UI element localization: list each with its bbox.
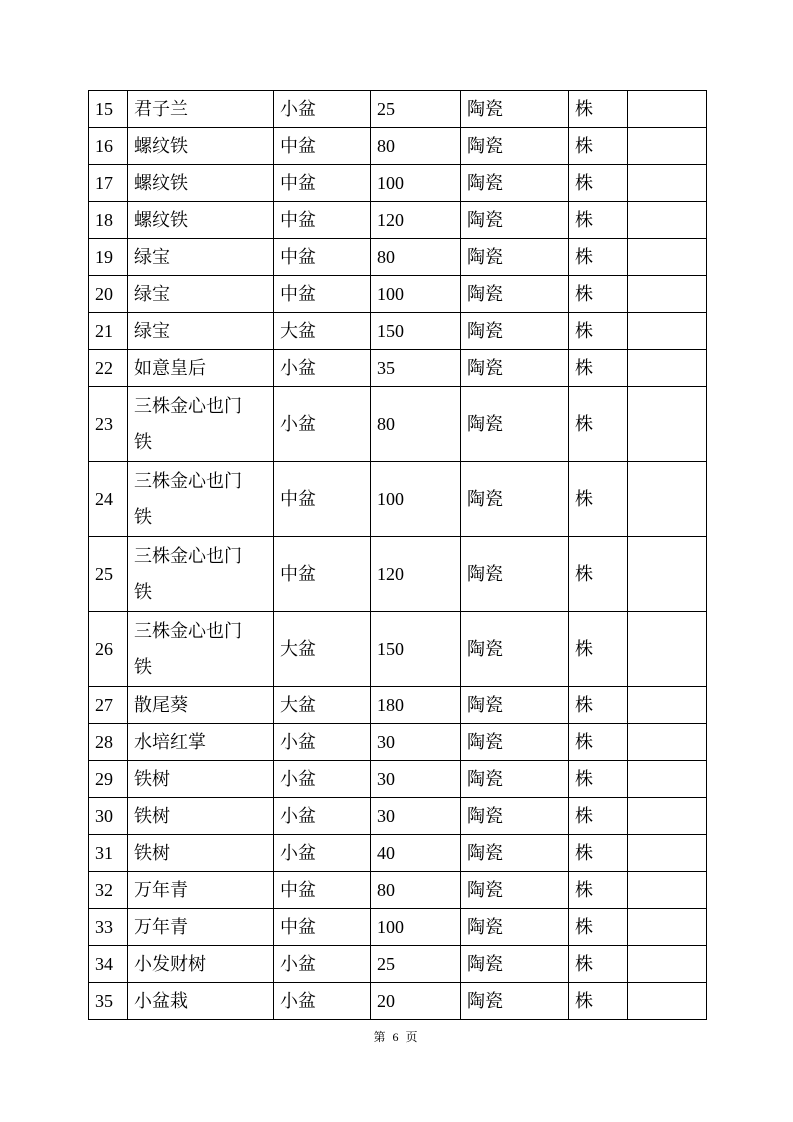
material-cell: 陶瓷 xyxy=(461,612,569,687)
material-cell: 陶瓷 xyxy=(461,835,569,872)
table-row xyxy=(89,276,707,313)
unit-cell: 株 xyxy=(569,612,628,687)
pot-size-cell: 大盆 xyxy=(274,687,371,724)
remark-cell xyxy=(628,91,707,128)
price-cell: 35 xyxy=(371,350,461,387)
row-number-cell: 16 xyxy=(89,128,128,165)
plant-name-cell xyxy=(128,537,274,612)
table-row xyxy=(89,387,707,462)
plant-name-cell xyxy=(128,239,274,276)
remark-cell xyxy=(628,239,707,276)
row-number-cell: 26 xyxy=(89,612,128,687)
row-number-cell: 30 xyxy=(89,798,128,835)
plant-name-cell xyxy=(128,387,274,462)
remark-cell xyxy=(628,946,707,983)
plant-name-text: 如意皇后 xyxy=(134,358,206,378)
plant-name-text: 绿宝 xyxy=(134,321,170,341)
row-number-cell: 15 xyxy=(89,91,128,128)
plant-name-text: 水培红掌 xyxy=(134,732,206,752)
row-number-cell: 19 xyxy=(89,239,128,276)
plant-name-text: 铁树 xyxy=(134,843,170,863)
pot-size-cell: 小盆 xyxy=(274,387,371,462)
remark-cell xyxy=(628,909,707,946)
remark-cell xyxy=(628,276,707,313)
pot-size-cell: 中盆 xyxy=(274,462,371,537)
table-row xyxy=(89,983,707,1020)
price-cell: 20 xyxy=(371,983,461,1020)
remark-cell xyxy=(628,537,707,612)
pot-size-cell: 小盆 xyxy=(274,983,371,1020)
row-number-cell: 29 xyxy=(89,761,128,798)
table-row xyxy=(89,946,707,983)
remark-cell xyxy=(628,462,707,537)
row-number-cell: 23 xyxy=(89,387,128,462)
unit-cell: 株 xyxy=(569,202,628,239)
material-cell: 陶瓷 xyxy=(461,798,569,835)
unit-cell: 株 xyxy=(569,798,628,835)
unit-cell: 株 xyxy=(569,350,628,387)
table-row xyxy=(89,687,707,724)
pot-size-cell: 大盆 xyxy=(274,313,371,350)
remark-cell xyxy=(628,687,707,724)
plant-name-cell xyxy=(128,165,274,202)
remark-cell xyxy=(628,202,707,239)
table-row xyxy=(89,350,707,387)
remark-cell xyxy=(628,313,707,350)
table-row xyxy=(89,724,707,761)
plant-name-cell xyxy=(128,202,274,239)
price-cell: 100 xyxy=(371,276,461,313)
material-cell: 陶瓷 xyxy=(461,537,569,612)
material-cell: 陶瓷 xyxy=(461,387,569,462)
pot-size-cell: 小盆 xyxy=(274,350,371,387)
plant-name-text: 三株金心也门铁 xyxy=(134,546,242,602)
remark-cell xyxy=(628,350,707,387)
unit-cell: 株 xyxy=(569,724,628,761)
unit-cell: 株 xyxy=(569,909,628,946)
plant-name-text: 散尾葵 xyxy=(134,695,188,715)
price-cell: 80 xyxy=(371,387,461,462)
table-row xyxy=(89,91,707,128)
plant-name-cell xyxy=(128,276,274,313)
table-row xyxy=(89,202,707,239)
plant-name-text: 万年青 xyxy=(134,880,188,900)
row-number-cell: 33 xyxy=(89,909,128,946)
pot-size-cell: 中盆 xyxy=(274,537,371,612)
plant-name-cell xyxy=(128,462,274,537)
plant-name-text: 螺纹铁 xyxy=(134,173,188,193)
plant-name-text: 小发财树 xyxy=(134,954,206,974)
plant-name-text: 君子兰 xyxy=(134,99,188,119)
page-number-footer: 第 6 页 xyxy=(373,1030,420,1044)
unit-cell: 株 xyxy=(569,687,628,724)
row-number-cell: 35 xyxy=(89,983,128,1020)
pot-size-cell: 小盆 xyxy=(274,724,371,761)
material-cell: 陶瓷 xyxy=(461,91,569,128)
row-number-cell: 18 xyxy=(89,202,128,239)
pot-size-cell: 小盆 xyxy=(274,946,371,983)
table-row xyxy=(89,798,707,835)
material-cell: 陶瓷 xyxy=(461,202,569,239)
price-cell: 30 xyxy=(371,761,461,798)
plant-name-text: 万年青 xyxy=(134,917,188,937)
plant-name-cell xyxy=(128,946,274,983)
unit-cell: 株 xyxy=(569,313,628,350)
plant-name-cell xyxy=(128,835,274,872)
row-number-cell: 27 xyxy=(89,687,128,724)
unit-cell: 株 xyxy=(569,239,628,276)
pot-size-cell: 中盆 xyxy=(274,239,371,276)
material-cell: 陶瓷 xyxy=(461,239,569,276)
plant-name-cell xyxy=(128,761,274,798)
pot-size-cell: 小盆 xyxy=(274,91,371,128)
material-cell: 陶瓷 xyxy=(461,761,569,798)
pot-size-cell: 小盆 xyxy=(274,798,371,835)
price-cell: 80 xyxy=(371,239,461,276)
table-row xyxy=(89,128,707,165)
pot-size-cell: 小盆 xyxy=(274,835,371,872)
plant-name-text: 铁树 xyxy=(134,769,170,789)
price-cell: 100 xyxy=(371,462,461,537)
table-row xyxy=(89,761,707,798)
plant-name-cell xyxy=(128,91,274,128)
plant-name-cell xyxy=(128,350,274,387)
row-number-cell: 32 xyxy=(89,872,128,909)
inventory-table-body xyxy=(89,91,707,1020)
material-cell: 陶瓷 xyxy=(461,724,569,761)
row-number-cell: 24 xyxy=(89,462,128,537)
price-cell: 25 xyxy=(371,946,461,983)
plant-name-cell xyxy=(128,983,274,1020)
plant-name-text: 三株金心也门铁 xyxy=(134,396,242,452)
row-number-cell: 28 xyxy=(89,724,128,761)
material-cell: 陶瓷 xyxy=(461,165,569,202)
unit-cell: 株 xyxy=(569,128,628,165)
plant-name-text: 铁树 xyxy=(134,806,170,826)
price-cell: 180 xyxy=(371,687,461,724)
plant-name-cell xyxy=(128,798,274,835)
remark-cell xyxy=(628,761,707,798)
price-cell: 30 xyxy=(371,724,461,761)
pot-size-cell: 中盆 xyxy=(274,165,371,202)
unit-cell: 株 xyxy=(569,387,628,462)
remark-cell xyxy=(628,872,707,909)
pot-size-cell: 中盆 xyxy=(274,276,371,313)
price-cell: 40 xyxy=(371,835,461,872)
material-cell: 陶瓷 xyxy=(461,276,569,313)
plant-name-cell xyxy=(128,128,274,165)
unit-cell: 株 xyxy=(569,91,628,128)
row-number-cell: 20 xyxy=(89,276,128,313)
plant-name-text: 三株金心也门铁 xyxy=(134,471,242,527)
pot-size-cell: 中盆 xyxy=(274,128,371,165)
row-number-cell: 31 xyxy=(89,835,128,872)
row-number-cell: 22 xyxy=(89,350,128,387)
table-row xyxy=(89,313,707,350)
pot-size-cell: 中盆 xyxy=(274,872,371,909)
material-cell: 陶瓷 xyxy=(461,872,569,909)
plant-name-cell xyxy=(128,313,274,350)
plant-name-cell xyxy=(128,909,274,946)
table-row xyxy=(89,612,707,687)
remark-cell xyxy=(628,835,707,872)
price-cell: 30 xyxy=(371,798,461,835)
table-row xyxy=(89,835,707,872)
table-row xyxy=(89,462,707,537)
price-cell: 100 xyxy=(371,909,461,946)
plant-name-text: 绿宝 xyxy=(134,247,170,267)
unit-cell: 株 xyxy=(569,872,628,909)
table-row xyxy=(89,872,707,909)
plant-name-text: 小盆栽 xyxy=(134,991,188,1011)
pot-size-cell: 大盆 xyxy=(274,612,371,687)
pot-size-cell: 中盆 xyxy=(274,202,371,239)
plant-name-text: 绿宝 xyxy=(134,284,170,304)
unit-cell: 株 xyxy=(569,276,628,313)
table-row xyxy=(89,165,707,202)
unit-cell: 株 xyxy=(569,462,628,537)
plant-name-cell xyxy=(128,612,274,687)
unit-cell: 株 xyxy=(569,537,628,612)
unit-cell: 株 xyxy=(569,761,628,798)
plant-name-cell xyxy=(128,872,274,909)
material-cell: 陶瓷 xyxy=(461,128,569,165)
price-cell: 150 xyxy=(371,313,461,350)
price-cell: 100 xyxy=(371,165,461,202)
price-cell: 80 xyxy=(371,128,461,165)
row-number-cell: 21 xyxy=(89,313,128,350)
price-cell: 25 xyxy=(371,91,461,128)
row-number-cell: 34 xyxy=(89,946,128,983)
price-cell: 80 xyxy=(371,872,461,909)
material-cell: 陶瓷 xyxy=(461,946,569,983)
material-cell: 陶瓷 xyxy=(461,983,569,1020)
row-number-cell: 25 xyxy=(89,537,128,612)
plant-name-text: 螺纹铁 xyxy=(134,210,188,230)
remark-cell xyxy=(628,724,707,761)
remark-cell xyxy=(628,612,707,687)
plant-name-text: 三株金心也门铁 xyxy=(134,621,242,677)
remark-cell xyxy=(628,387,707,462)
unit-cell: 株 xyxy=(569,946,628,983)
unit-cell: 株 xyxy=(569,165,628,202)
table-row xyxy=(89,239,707,276)
remark-cell xyxy=(628,798,707,835)
material-cell: 陶瓷 xyxy=(461,313,569,350)
pot-size-cell: 小盆 xyxy=(274,761,371,798)
table-row xyxy=(89,537,707,612)
unit-cell: 株 xyxy=(569,835,628,872)
material-cell: 陶瓷 xyxy=(461,909,569,946)
row-number-cell: 17 xyxy=(89,165,128,202)
plant-name-cell xyxy=(128,724,274,761)
plant-name-text: 螺纹铁 xyxy=(134,136,188,156)
remark-cell xyxy=(628,983,707,1020)
plant-name-cell xyxy=(128,687,274,724)
price-cell: 120 xyxy=(371,537,461,612)
inventory-table xyxy=(88,90,707,1020)
material-cell: 陶瓷 xyxy=(461,462,569,537)
pot-size-cell: 中盆 xyxy=(274,909,371,946)
material-cell: 陶瓷 xyxy=(461,350,569,387)
price-cell: 150 xyxy=(371,612,461,687)
price-cell: 120 xyxy=(371,202,461,239)
remark-cell xyxy=(628,165,707,202)
material-cell: 陶瓷 xyxy=(461,687,569,724)
unit-cell: 株 xyxy=(569,983,628,1020)
remark-cell xyxy=(628,128,707,165)
table-row xyxy=(89,909,707,946)
